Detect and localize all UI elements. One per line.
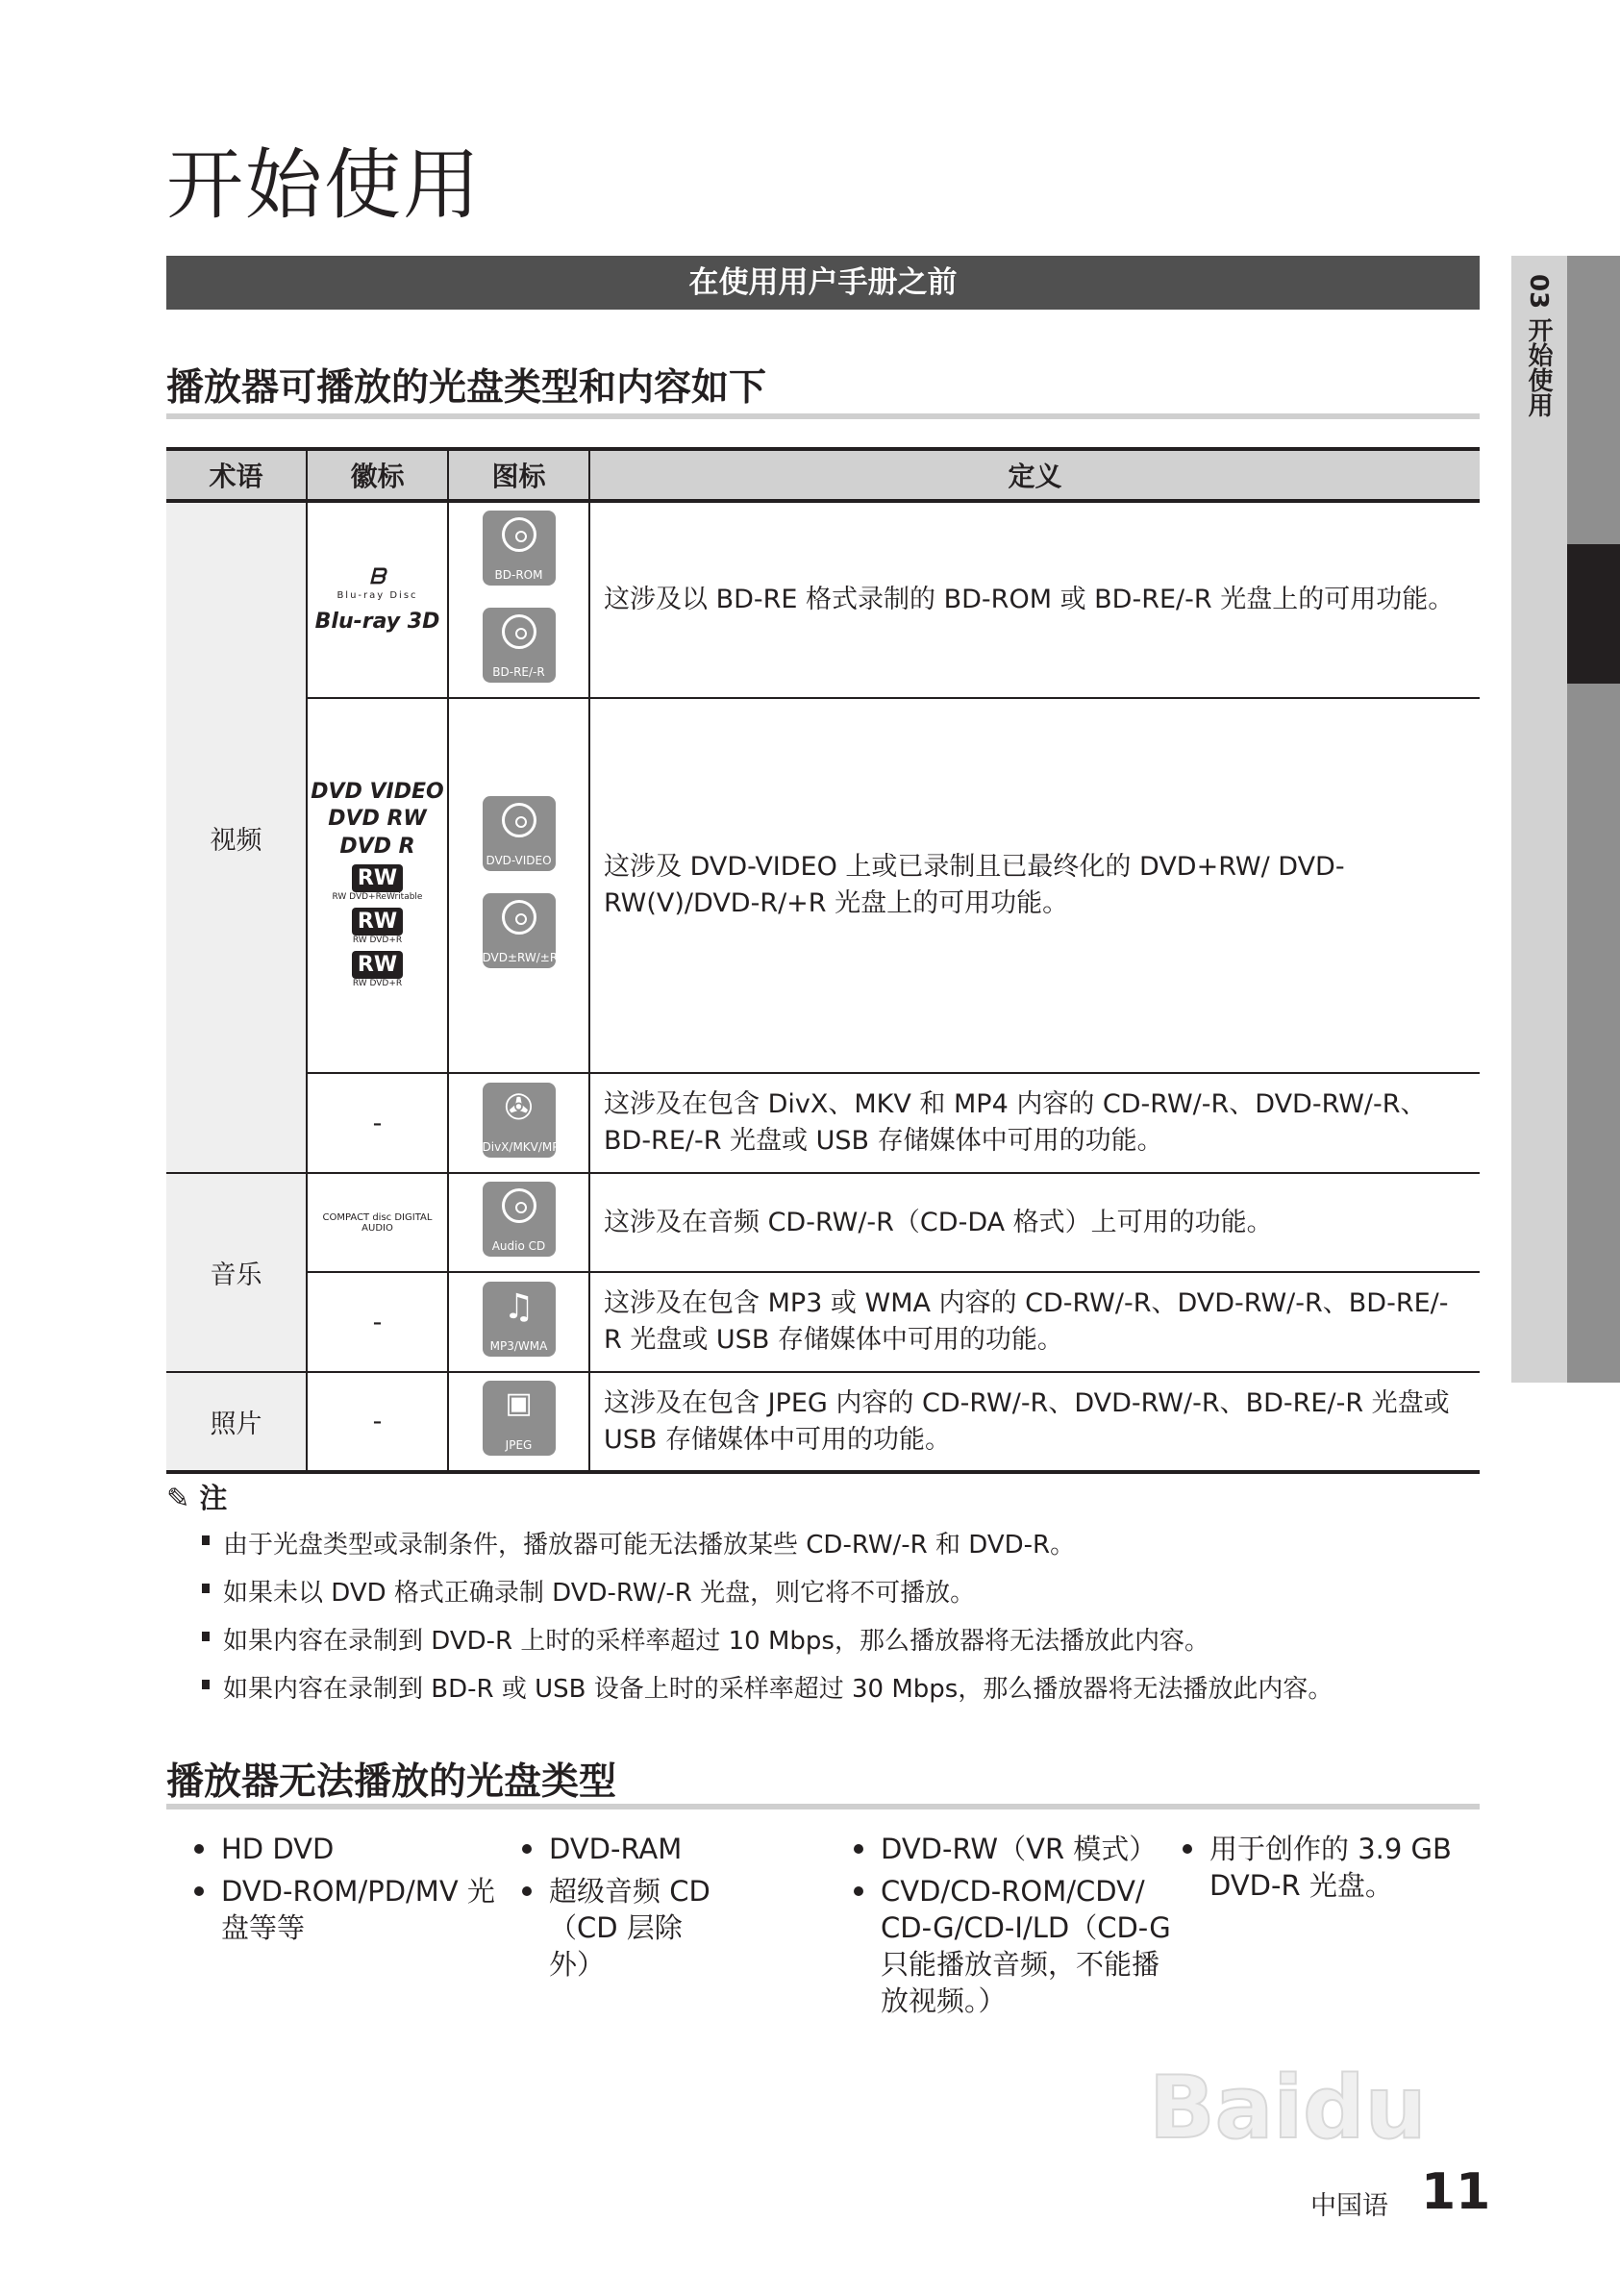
disc-type-table — [166, 447, 1480, 1474]
heading-unplayable: 播放器无法播放的光盘类型 — [166, 1760, 617, 1804]
side-tab-dark — [1567, 256, 1620, 1383]
page-number: 11 — [1421, 2163, 1491, 2221]
rw-logo: RW RW DVD+R — [352, 909, 403, 945]
note-item: 由于光盘类型或录制条件，播放器可能无法播放某些 CD-RW/-R 和 DVD-R。 — [223, 1525, 1075, 1560]
header-term: 术语 — [166, 449, 307, 501]
footer-language: 中国语 — [1310, 2191, 1388, 2221]
disc-icon: Audio CD — [483, 1182, 556, 1257]
side-tab-marker — [1567, 544, 1620, 684]
term-cell: 视频 — [166, 501, 307, 1173]
term-cell: 照片 — [166, 1372, 307, 1472]
bluray-3d-logo: Blu-ray 3D — [314, 609, 440, 634]
unplayable-column — [854, 1831, 1171, 2025]
page-title: 开始使用 — [166, 140, 482, 230]
disc-icon: DVD-VIDEO — [483, 796, 556, 871]
unplayable-column — [522, 1831, 724, 1988]
list-item: DVD-ROM/PD/MV 光盘等等 — [194, 1873, 511, 1946]
disc-icon: DVD±RW/±R — [483, 893, 556, 968]
logo-cell — [307, 698, 448, 1073]
dvd-rw-logo: DVD RW — [328, 807, 427, 832]
logo-cell — [307, 501, 448, 698]
icon-cell — [448, 1272, 589, 1372]
definition-cell: 这涉及在包含 DivX、MKV 和 MP4 内容的 CD-RW/-R、DVD-RW/-R、BD-RE/-R 光盘或 USB 存储媒体中可用的功能。 — [589, 1073, 1480, 1173]
compact-disc-logo: COMPACT disc DIGITAL AUDIO — [322, 1211, 433, 1234]
section-bar: 在使用用户手册之前 — [166, 256, 1480, 310]
definition-cell: 这涉及以 BD-RE 格式录制的 BD-ROM 或 BD-RE/-R 光盘上的可用功能。 — [589, 501, 1480, 698]
dvd-video-logo: DVD VIDEO — [311, 780, 444, 805]
list-item: DVD-RAM — [522, 1831, 724, 1867]
header-definition: 定义 — [589, 449, 1480, 501]
side-tab-light — [1511, 256, 1567, 1383]
note-item: 如果内容在录制到 DVD-R 上时的采样率超过 10 Mbps，那么播放器将无法播放此内容。 — [223, 1621, 1209, 1657]
icon-cell — [448, 1372, 589, 1472]
note-item: 如果内容在录制到 BD-R 或 USB 设备上时的采样率超过 30 Mbps，那么播放器将无法播放此内容。 — [223, 1669, 1333, 1705]
definition-cell: 这涉及 DVD-VIDEO 上或已录制且已最终化的 DVD+RW/ DVD-RW(V)/DVD-R/+R 光盘上的可用功能。 — [589, 698, 1480, 1073]
rw-logo: RW RW DVD+R — [352, 952, 403, 988]
list-item: HD DVD — [194, 1831, 511, 1867]
definition-cell: 这涉及在包含 MP3 或 WMA 内容的 CD-RW/-R、DVD-RW/-R、BD-RE/-R 光盘或 USB 存储媒体中可用的功能。 — [589, 1272, 1480, 1372]
unplayable-column — [194, 1831, 511, 1952]
heading-playable: 播放器可播放的光盘类型和内容如下 — [166, 366, 767, 410]
table-row — [166, 698, 1480, 1073]
logo-cell: - — [307, 1073, 448, 1173]
divider — [166, 1804, 1480, 1809]
logo-cell: - — [307, 1372, 448, 1472]
table-row — [166, 1173, 1480, 1272]
icon-cell — [448, 1073, 589, 1173]
film-reel-icon: ✇ DivX/MKV/MP4 — [483, 1083, 556, 1158]
unplayable-column — [1183, 1831, 1471, 1909]
header-logo: 徽标 — [307, 449, 448, 501]
definition-cell: 这涉及在包含 JPEG 内容的 CD-RW/-R、DVD-RW/-R、BD-RE/-R 光盘或 USB 存储媒体中可用的功能。 — [589, 1372, 1480, 1472]
note-item: 如果未以 DVD 格式正确录制 DVD-RW/-R 光盘，则它将不可播放。 — [223, 1573, 975, 1609]
bluray-disc-logo: ᗷ Blu-ray Disc — [336, 565, 418, 601]
music-note-icon: ♫ MP3/WMA — [483, 1282, 556, 1357]
table-header-row — [166, 449, 1480, 501]
term-cell: 音乐 — [166, 1173, 307, 1372]
divider — [166, 413, 1480, 419]
list-item: 超级音频 CD（CD 层除外） — [522, 1873, 724, 1983]
dvd-r-logo: DVD R — [339, 834, 415, 859]
header-icon: 图标 — [448, 449, 589, 501]
logo-cell: - — [307, 1272, 448, 1372]
disc-icon: BD-RE/-R — [483, 608, 556, 683]
rw-logo: RW RW DVD+ReWritable — [332, 865, 423, 902]
table-row — [166, 1372, 1480, 1472]
list-item: DVD-RW（VR 模式） — [854, 1831, 1171, 1867]
icon-cell — [448, 698, 589, 1073]
table-row — [166, 1272, 1480, 1372]
icon-cell — [448, 501, 589, 698]
list-item: 用于创作的 3.9 GB DVD-R 光盘。 — [1183, 1831, 1471, 1904]
logo-cell — [307, 1173, 448, 1272]
side-tab-label: 03 开始使用 — [1524, 274, 1553, 418]
icon-cell — [448, 1173, 589, 1272]
disc-icon: BD-ROM — [483, 511, 556, 586]
photo-icon: ▣ JPEG — [483, 1381, 556, 1456]
pencil-icon: ✎ — [166, 1482, 200, 1514]
watermark-logo: Baidu — [1149, 2058, 1427, 2159]
table-row — [166, 1073, 1480, 1173]
definition-cell: 这涉及在音频 CD-RW/-R（CD-DA 格式）上可用的功能。 — [589, 1173, 1480, 1272]
table-row — [166, 501, 1480, 698]
list-item: CVD/CD-ROM/CDV/ CD-G/CD-I/LD（CD-G 只能播放音频，不能播放视频。） — [854, 1873, 1171, 2019]
notes-heading: ✎ 注 — [166, 1482, 228, 1514]
